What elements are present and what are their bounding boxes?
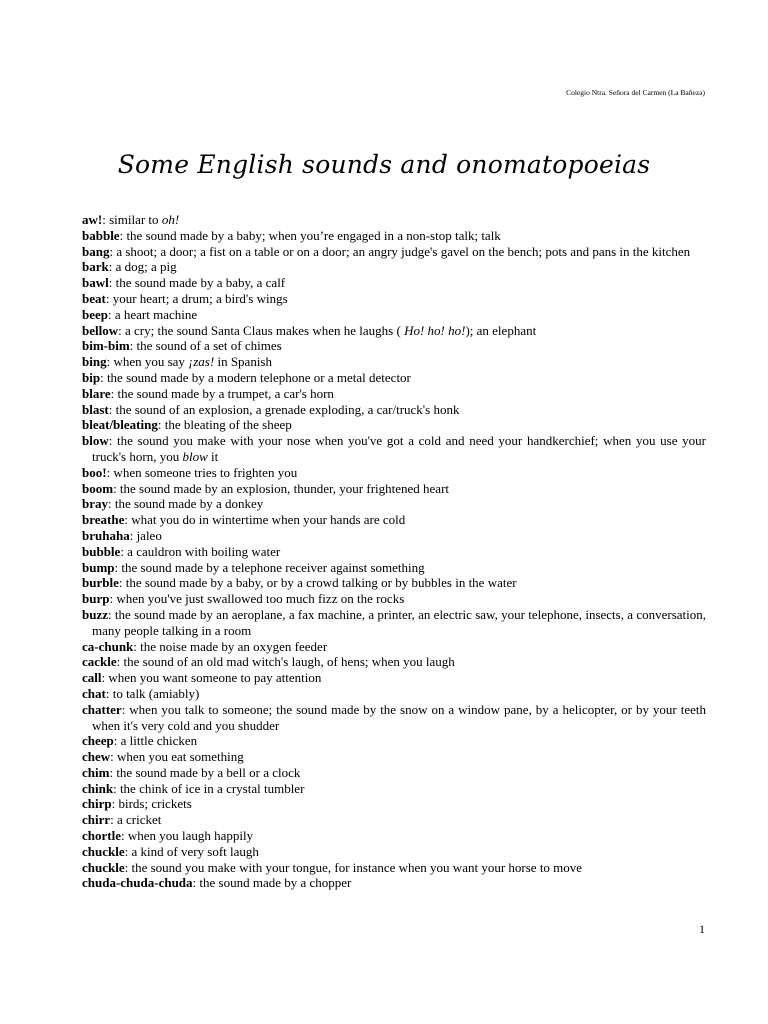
- entry-term: ca-chunk: [82, 638, 134, 654]
- entry-definition: : when you want someone to pay attention: [101, 670, 322, 686]
- entry-term: bellow: [82, 322, 119, 338]
- entry-definition: : a cry; the sound Santa Claus makes when he laughs (: [118, 322, 405, 338]
- entry-term: beep: [82, 306, 108, 322]
- entry-term: chatter: [82, 701, 122, 717]
- school-header-note: Colegio Ntra. Señora del Carmen (La Bañeza): [566, 88, 705, 97]
- page-number: 1: [699, 922, 705, 936]
- glossary-entry: [82, 796, 706, 812]
- entry-term: bark: [82, 259, 109, 275]
- glossary-entry: [82, 402, 706, 418]
- entry-term: cheep: [82, 733, 114, 749]
- entry-definition: : when someone tries to frighten you: [106, 464, 298, 480]
- entry-term: bang: [82, 243, 110, 259]
- glossary-entry: [82, 560, 706, 576]
- entry-term: bump: [82, 559, 115, 575]
- entry-definition: : the chink of ice in a crystal tumbler: [113, 780, 305, 796]
- entry-example: ¡zas!: [188, 354, 215, 370]
- glossary-entry: [82, 812, 706, 828]
- entry-definition: : the sound of a set of chimes: [129, 338, 282, 354]
- glossary-entry: [82, 702, 706, 734]
- entry-definition: : the sound made by a baby, or by a crowd talking or by bubbles in the water: [118, 575, 517, 591]
- entry-term: boom: [82, 480, 114, 496]
- entry-term: chuckle: [82, 859, 125, 875]
- entry-definition: : when you laugh happily: [120, 828, 254, 844]
- glossary-entry: [82, 386, 706, 402]
- glossary-entry: [82, 259, 706, 275]
- entry-definition: : the sound made by a trumpet, a car's horn: [110, 385, 334, 401]
- entry-definition: : your heart; a drum; a bird's wings: [105, 290, 288, 306]
- page-title: Some English sounds and onomatopoeias: [117, 150, 651, 179]
- entry-definition: : the sound made by a chopper: [192, 875, 352, 891]
- entry-definition: : the sound made by an explosion, thunder, your frightened heart: [113, 480, 450, 496]
- entry-definition: : the sound you make with your nose when you've got a cold and need your handkerchief; when you use your truck's horn, you: [92, 433, 706, 464]
- glossary-entry: [82, 512, 706, 528]
- glossary-entry: [82, 338, 706, 354]
- entry-definition: : similar to: [102, 212, 162, 227]
- glossary-entry: [82, 639, 706, 655]
- glossary-entry: [82, 686, 706, 702]
- entry-definition: : when you say: [106, 354, 189, 370]
- entry-definition: ); an elephant: [465, 322, 537, 338]
- entry-definition: : a kind of very soft laugh: [124, 843, 259, 859]
- entry-definition: : when you eat something: [110, 749, 244, 765]
- glossary-entry: [82, 370, 706, 386]
- entry-definition: : jaleo: [129, 527, 162, 543]
- glossary-entry: [82, 765, 706, 781]
- entry-term: chat: [82, 685, 106, 701]
- entry-term: cackle: [82, 654, 117, 670]
- entry-definition: : a dog; a pig: [108, 259, 177, 275]
- entry-definition: : the noise made by an oxygen feeder: [133, 638, 328, 654]
- entry-term: aw!: [82, 212, 103, 227]
- entry-definition: in Spanish: [214, 354, 272, 370]
- entry-term: blast: [82, 401, 109, 417]
- entry-term: chew: [82, 749, 111, 765]
- glossary-entry: [82, 844, 706, 860]
- glossary-entry: [82, 417, 706, 433]
- glossary-entry: [82, 275, 706, 291]
- entry-term: bray: [82, 496, 108, 512]
- glossary-entry: [82, 244, 706, 260]
- entry-example: oh!: [161, 212, 180, 227]
- entry-definition: : the sound made by an aeroplane, a fax machine, a printer, an electric saw, your telephone, insects, a conversation, many people talking in a room: [92, 606, 706, 638]
- entry-term: blare: [82, 385, 111, 401]
- entry-example: blow: [182, 448, 208, 464]
- glossary-entry: [82, 860, 706, 876]
- entry-term: chink: [82, 780, 114, 796]
- glossary-entry: [82, 733, 706, 749]
- glossary-entry: [82, 307, 706, 323]
- glossary-entry: [82, 481, 706, 497]
- glossary-entry: [82, 781, 706, 797]
- glossary-entry: [82, 496, 706, 512]
- entry-definition: : a cricket: [110, 812, 162, 828]
- entry-term: burp: [82, 591, 110, 607]
- entry-term: bubble: [82, 543, 121, 559]
- entry-definition: : when you talk to someone; the sound made by the snow on a window pane, by a helicopter, or by your teeth when it's very cold and you shudder: [92, 701, 706, 733]
- entry-definition: : when you've just swallowed too much fizz on the rocks: [109, 591, 405, 607]
- glossary-entry: [82, 354, 706, 370]
- entry-definition: : the sound you make with your tongue, for instance when you want your horse to move: [124, 859, 583, 875]
- glossary-entry: [82, 465, 706, 481]
- glossary-entry: [82, 323, 706, 339]
- entry-definition: : the sound made by a baby; when you’re engaged in a non-stop talk; talk: [119, 227, 501, 243]
- entry-definition: : to talk (amiably): [105, 685, 200, 701]
- glossary-list: [82, 212, 706, 891]
- glossary-entry: [82, 575, 706, 591]
- entry-definition: : a cauldron with boiling water: [120, 543, 281, 559]
- entry-definition: : the sound of an explosion, a grenade exploding, a car/truck's honk: [108, 401, 460, 417]
- glossary-entry: [82, 544, 706, 560]
- entry-definition: : what you do in wintertime when your hands are cold: [124, 512, 406, 528]
- glossary-entry: [82, 654, 706, 670]
- entry-term: chirr: [82, 812, 111, 828]
- entry-term: boo!: [82, 464, 107, 480]
- entry-definition: : birds; crickets: [111, 796, 192, 812]
- glossary-entry: [82, 228, 706, 244]
- entry-term: bip: [82, 369, 101, 385]
- entry-term: babble: [82, 227, 120, 243]
- glossary-entry: [82, 749, 706, 765]
- entry-definition: : the sound made by a modern telephone or a metal detector: [100, 369, 411, 385]
- entry-definition: : the bleating of the sheep: [157, 417, 292, 433]
- glossary-entry: [82, 828, 706, 844]
- entry-term: chuckle: [82, 843, 125, 859]
- entry-definition: : the sound of an old mad witch's laugh, of hens; when you laugh: [116, 654, 455, 670]
- entry-term: buzz: [82, 606, 108, 622]
- entry-term: burble: [82, 575, 119, 591]
- entry-definition: : the sound made by a telephone receiver against something: [114, 559, 425, 575]
- entry-example: Ho! ho! ho!: [404, 322, 466, 338]
- glossary-entry: [82, 591, 706, 607]
- entry-term: bleat/bleating: [82, 417, 158, 433]
- entry-term: chim: [82, 764, 110, 780]
- entry-term: bawl: [82, 275, 109, 291]
- glossary-entry: [82, 212, 706, 228]
- entry-definition: : a shoot; a door; a fist on a table or on a door; an angry judge's gavel on the bench; pots and pans in the kitchen: [109, 243, 691, 259]
- glossary-entry: [82, 607, 706, 639]
- entry-term: bing: [82, 354, 107, 370]
- glossary-entry: [82, 291, 706, 307]
- entry-definition: : the sound made by a baby, a calf: [108, 275, 286, 291]
- entry-definition: : the sound made by a bell or a clock: [109, 764, 301, 780]
- entry-term: chortle: [82, 828, 121, 844]
- glossary-entry: [82, 528, 706, 544]
- entry-term: beat: [82, 290, 106, 306]
- entry-term: blow: [82, 433, 109, 449]
- entry-definition: it: [207, 448, 219, 464]
- entry-definition: : the sound made by a donkey: [108, 496, 264, 512]
- glossary-entry: [82, 875, 706, 891]
- entry-term: bruhaha: [82, 527, 130, 543]
- glossary-entry: [82, 670, 706, 686]
- entry-definition: : a little chicken: [113, 733, 198, 749]
- entry-definition: : a heart machine: [108, 306, 198, 322]
- entry-term: chirp: [82, 796, 112, 812]
- entry-term: breathe: [82, 512, 125, 528]
- entry-term: call: [82, 670, 102, 686]
- entry-term: chuda-chuda-chuda: [82, 875, 193, 891]
- entry-term: bim-bim: [82, 338, 130, 354]
- glossary-entry: [82, 433, 706, 465]
